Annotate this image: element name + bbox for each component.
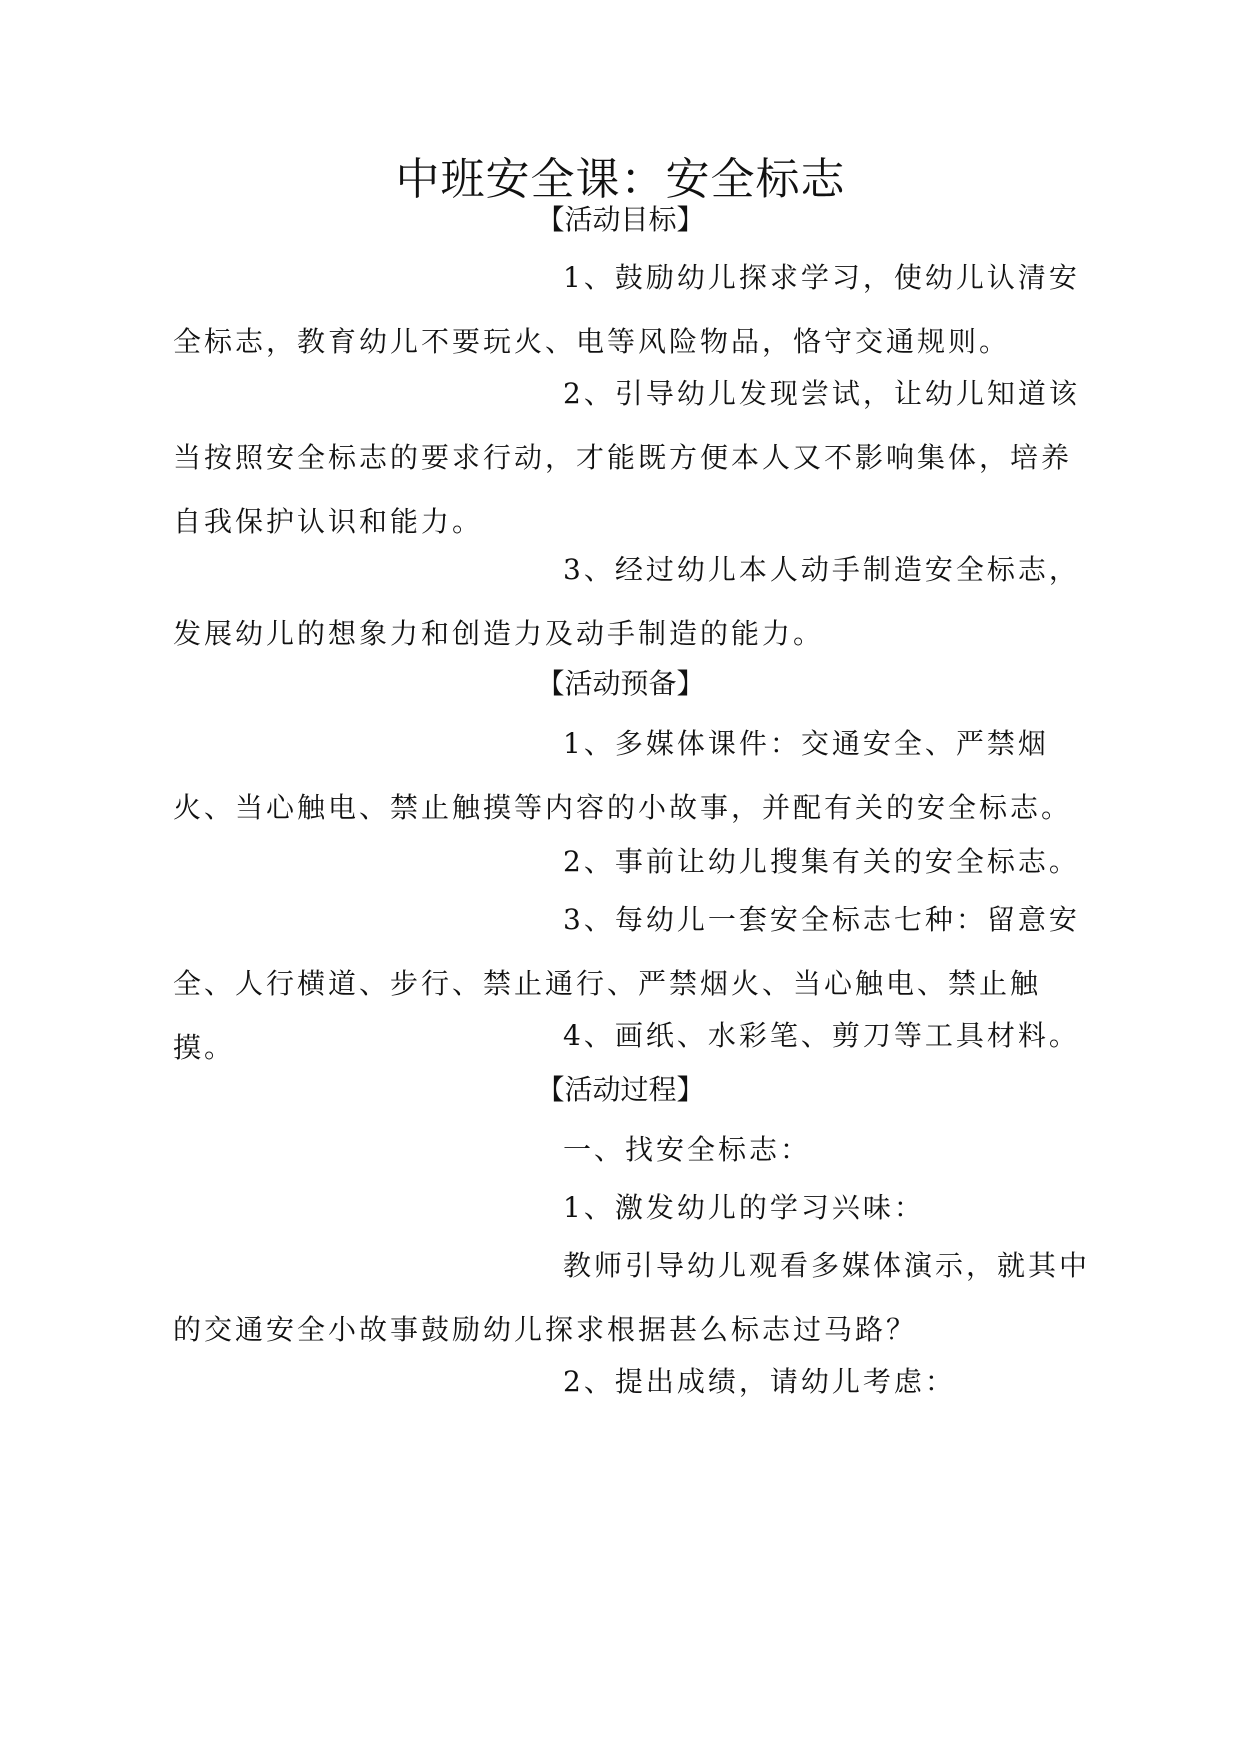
prep-paragraph-1: 1、多媒体课件：交通安全、严禁烟火、当心触电、禁止触摸等内容的小故事，并配有关的安全标志。 (173, 727, 1073, 824)
process-paragraph-2: 1、激发幼儿的学习兴味： (563, 1191, 925, 1224)
goal-paragraph-1: 1、鼓励幼儿探求学习，使幼儿认清安全标志，教育幼儿不要玩火、电等风险物品，恪守交通规则。 (173, 261, 1080, 358)
goal-paragraph-2: 2、引导幼儿发现尝试，让幼儿知道该当按照安全标志的要求行动，才能既方便本人又不影响集体，培养自我保护认识和能力。 (173, 377, 1080, 538)
goals-heading: 【活动目标】 (536, 203, 705, 236)
prep-paragraph-4: 4、画纸、水彩笔、剪刀等工具材料。 (563, 1019, 1080, 1052)
process-paragraph-1: 一、找安全标志： (563, 1133, 812, 1166)
process-paragraph-4: 2、提出成绩，请幼儿考虑： (563, 1365, 956, 1398)
prep-paragraph-3: 3、每幼儿一套安全标志七种：留意安全、人行横道、步行、禁止通行、严禁烟火、当心触电、禁止触摸。 (173, 903, 1080, 1064)
prep-heading: 【活动预备】 (536, 667, 705, 700)
goal-paragraph-3: 3、经过幼儿本人动手制造安全标志，发展幼儿的想象力和创造力及动手制造的能力。 (173, 553, 1080, 650)
process-paragraph-3: 教师引导幼儿观看多媒体演示，就其中的交通安全小故事鼓励幼儿探求根据甚么标志过马路？ (173, 1249, 1091, 1346)
document-title: 中班安全课：安全标志 (395, 154, 846, 205)
process-heading: 【活动过程】 (536, 1073, 705, 1106)
prep-paragraph-2: 2、事前让幼儿搜集有关的安全标志。 (563, 845, 1080, 878)
